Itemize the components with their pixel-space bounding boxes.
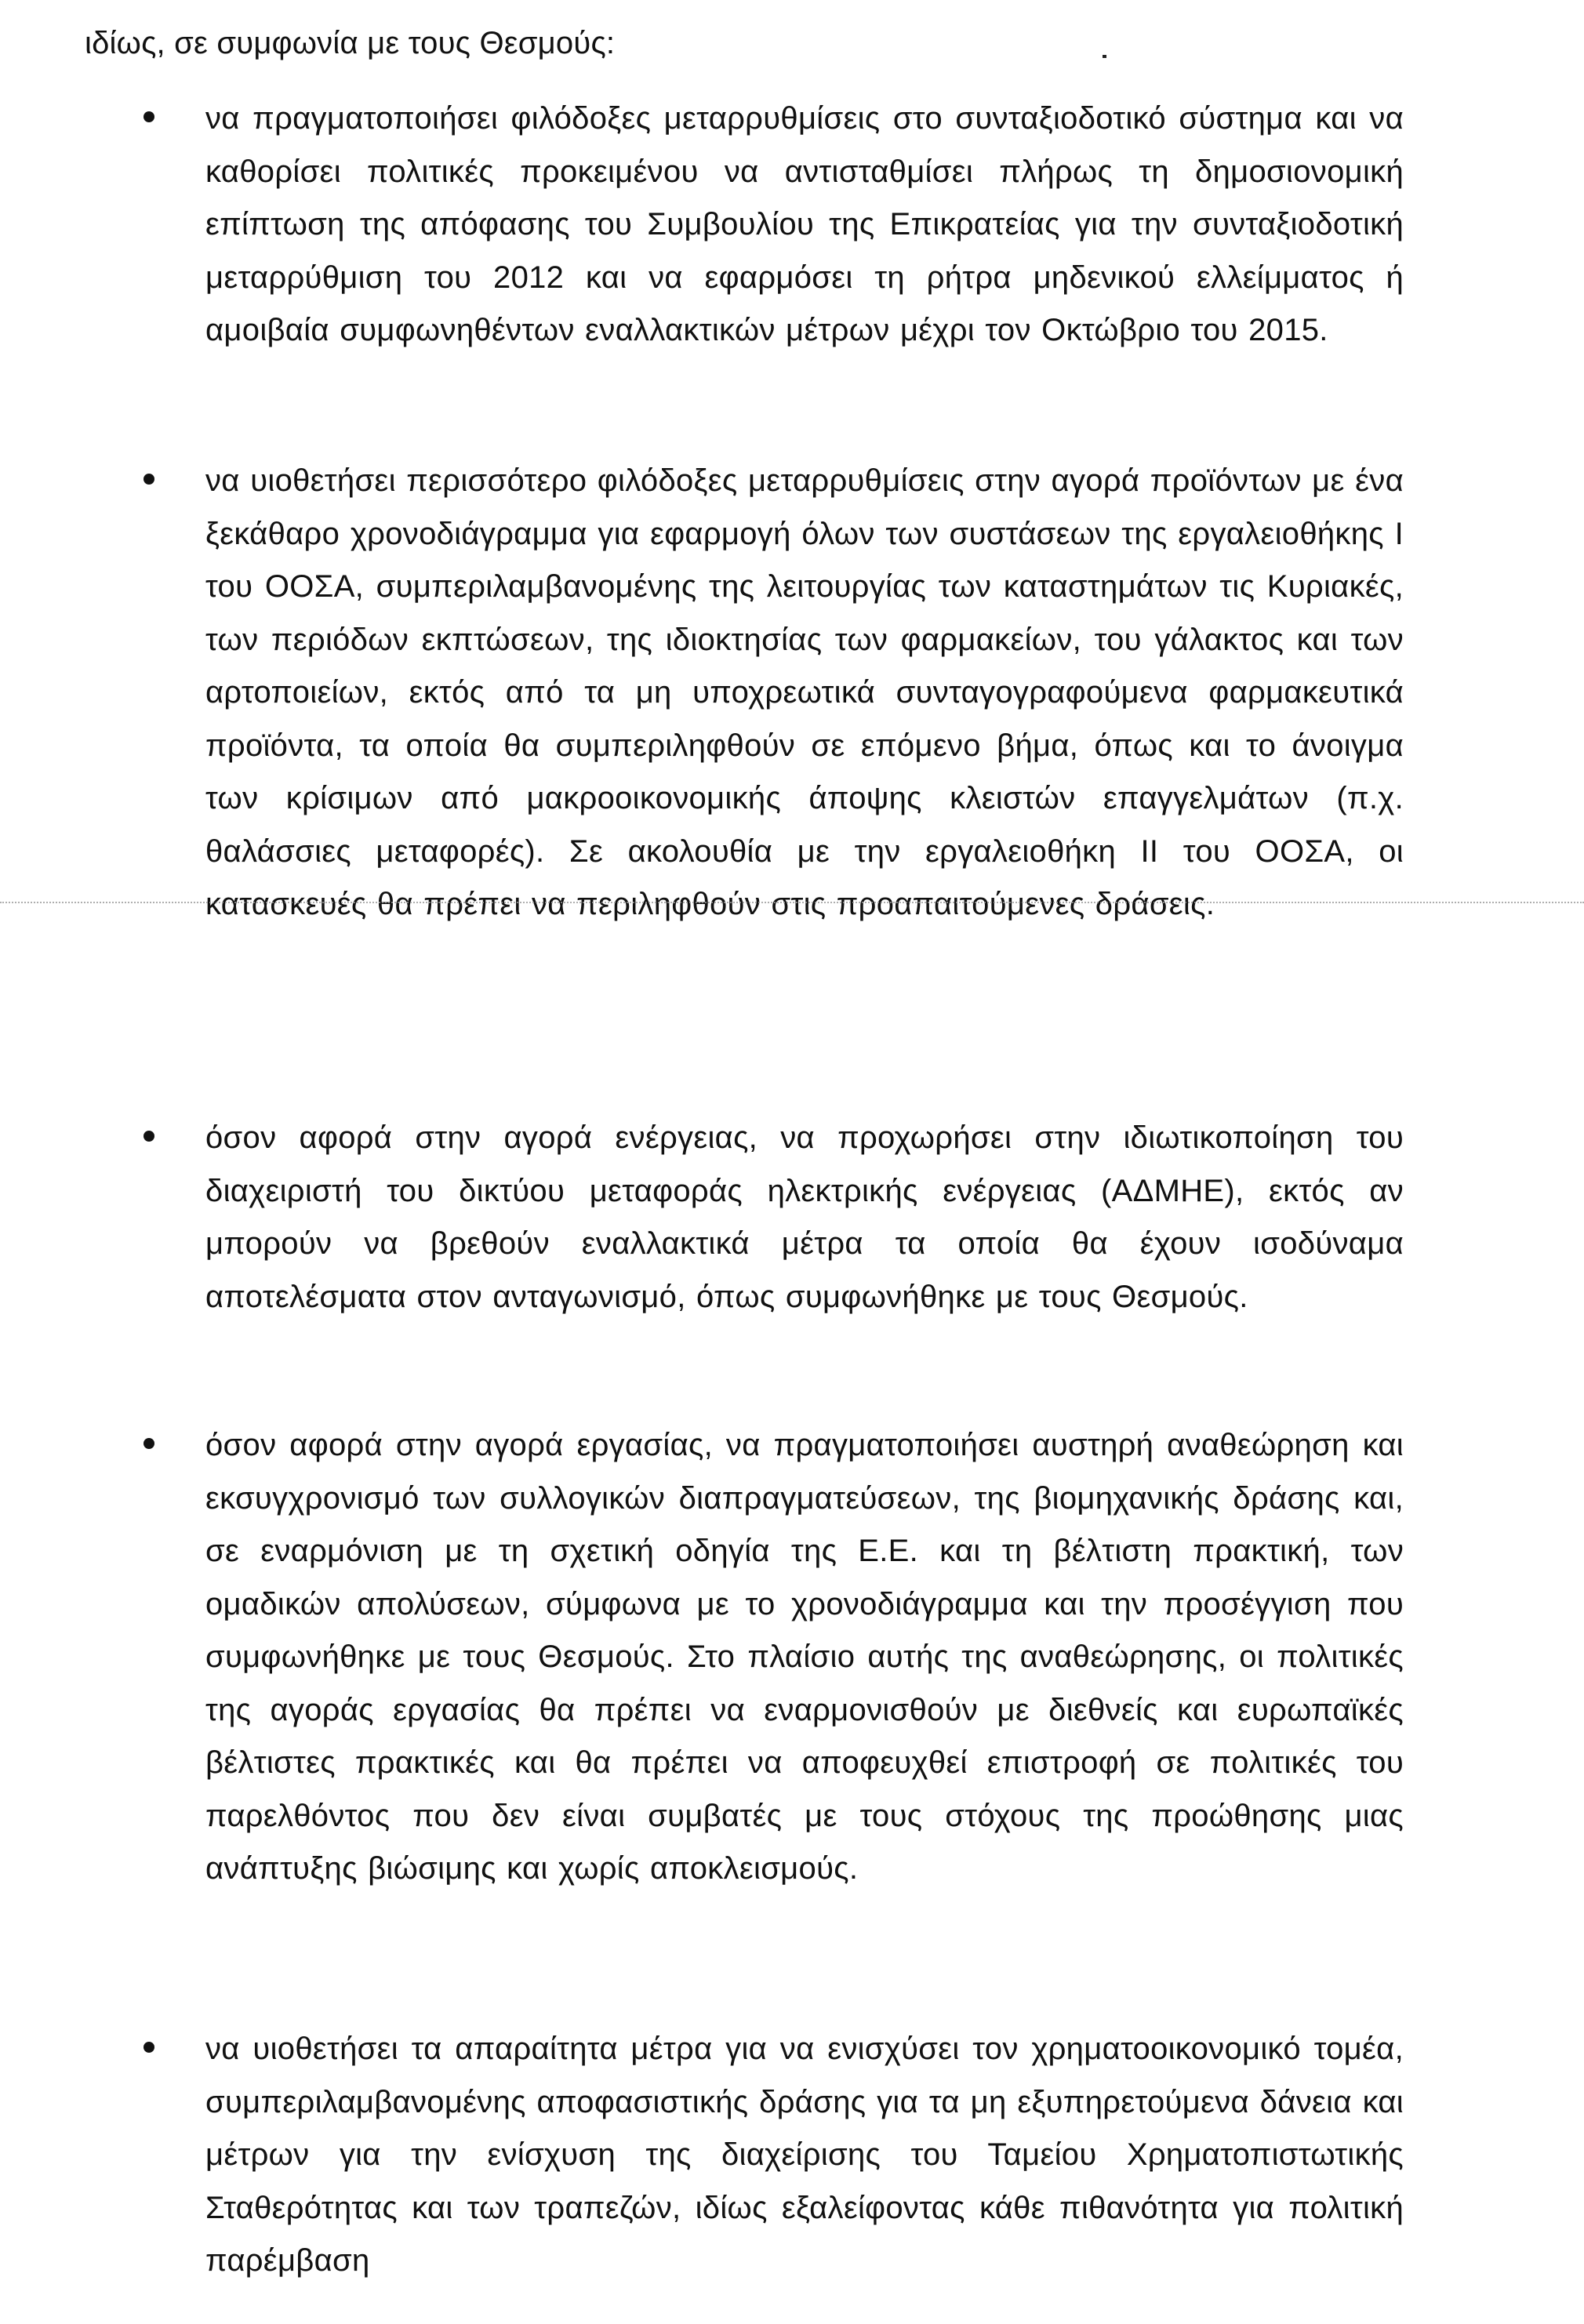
- bullet-item-financial-sector: [133, 2023, 1404, 2288]
- bullet-text: να υιοθετήσει περισσότερο φιλόδοξες μεταρρυθμίσεις στην αγορά προϊόντων με ένα ξεκάθαρο χρονοδιάγραμμα για εφαρμογή όλων των συστάσεων της εργαλειοθήκης I του ΟΟΣΑ, συμπεριλαμβανομένης της λειτουργίας των καταστημάτων τις Κυριακές, των περιόδων εκπτώσεων, της ιδιοκτησίας των φαρμακείων, του γάλακτος και των αρτοποιείων, εκτός από τα μη υποχρεωτικά συνταγογραφούμενα φαρμακευτικά προϊόντα, τα οποία θα συμπεριληφθούν σε επόμενο βήμα, όπως και το άνοιγμα των κρίσιμων από μακροοικονομικής άποψης κλειστών επαγγελμάτων (π.χ. θαλάσσιες μεταφορές). Σε ακολουθία με την εργαλειοθήκη II του ΟΟΣΑ, οι κατασκευές θα πρέπει να περιληφθούν στις προαπαιτούμενες δράσεις.: [205, 463, 1404, 921]
- bullet-dot-icon: [144, 1438, 154, 1449]
- bullet-text: όσον αφορά στην αγορά εργασίας, να πραγματοποιήσει αυστηρή αναθεώρηση και εκσυγχρονισμό των συλλογικών διαπραγματεύσεων, της βιομηχανικής δράσης και, σε εναρμόνιση με τη σχετική οδηγία της Ε.Ε. και τη βέλτιστη πρακτική, των ομαδικών απολύσεων, σύμφωνα με το χρονοδιάγραμμα και την προσέγγιση που συμφωνήθηκε με τους Θεσμούς. Στο πλαίσιο αυτής της αναθεώρησης, οι πολιτικές της αγοράς εργασίας θα πρέπει να εναρμονισθούν με διεθνείς και ευρωπαϊκές βέλτιστες πρακτικές και θα πρέπει να αποφευχθεί επιστροφή σε πολιτικές του παρελθόντος που δεν είναι συμβατές με τους στόχους της προώθησης μιας ανάπτυξης βιώσιμης και χωρίς αποκλεισμούς.: [205, 1428, 1404, 1886]
- bullet-dot-icon: [144, 111, 154, 122]
- bullet-text: όσον αφορά στην αγορά ενέργειας, να προχωρήσει στην ιδιωτικοποίηση του διαχειριστή του δικτύου μεταφοράς ηλεκτρικής ενέργειας (ΑΔΜΗΕ), εκτός αν μπορούν να βρεθούν εναλλακτικά μέτρα τα οποία θα έχουν ισοδύναμα αποτελέσματα στον ανταγωνισμό, όπως συμφωνήθηκε με τους Θεσμούς.: [205, 1120, 1404, 1314]
- scan-artifact-speck: [1103, 55, 1106, 58]
- bullet-item-pension-reform: [133, 93, 1404, 358]
- bullet-dot-icon: [144, 474, 154, 485]
- bullet-text: να πραγματοποιήσει φιλόδοξες μεταρρυθμίσεις στο συνταξιοδοτικό σύστημα και να καθορίσει πολιτικές προκειμένου να αντισταθμίσει πλήρως τη δημοσιονομική επίπτωση της απόφασης του Συμβουλίου της Επικρατείας για την συνταξιοδοτική μεταρρύθμιση του 2012 και να εφαρμόσει τη ρήτρα μηδενικού ελλείμματος ή αμοιβαία συμφωνηθέντων εναλλακτικών μέτρων μέχρι τον Οκτώβριο του 2015.: [205, 101, 1404, 347]
- bullet-dot-icon: [144, 2042, 154, 2053]
- scan-artifact-line: [0, 902, 1584, 903]
- bullet-item-labour-market: [133, 1419, 1404, 1896]
- bullet-item-product-market: [133, 455, 1404, 931]
- bullet-dot-icon: [144, 1131, 154, 1142]
- bullet-text: να υιοθετήσει τα απαραίτητα μέτρα για να ενισχύσει τον χρηματοοικονομικό τομέα, συμπεριλαμβανομένης αποφασιστικής δράσης για τα μη εξυπηρετούμενα δάνεια και μέτρων για την ενίσχυση της διαχείρισης του Ταμείου Χρηματοπιστωτικής Σταθερότητας και των τραπεζών, ιδίως εξαλείφοντας κάθε πιθανότητα για πολιτική παρέμβαση: [205, 2032, 1404, 2278]
- intro-line: ιδίως, σε συμφωνία με τους Θεσμούς:: [85, 26, 616, 60]
- bullet-item-energy-market: [133, 1112, 1404, 1324]
